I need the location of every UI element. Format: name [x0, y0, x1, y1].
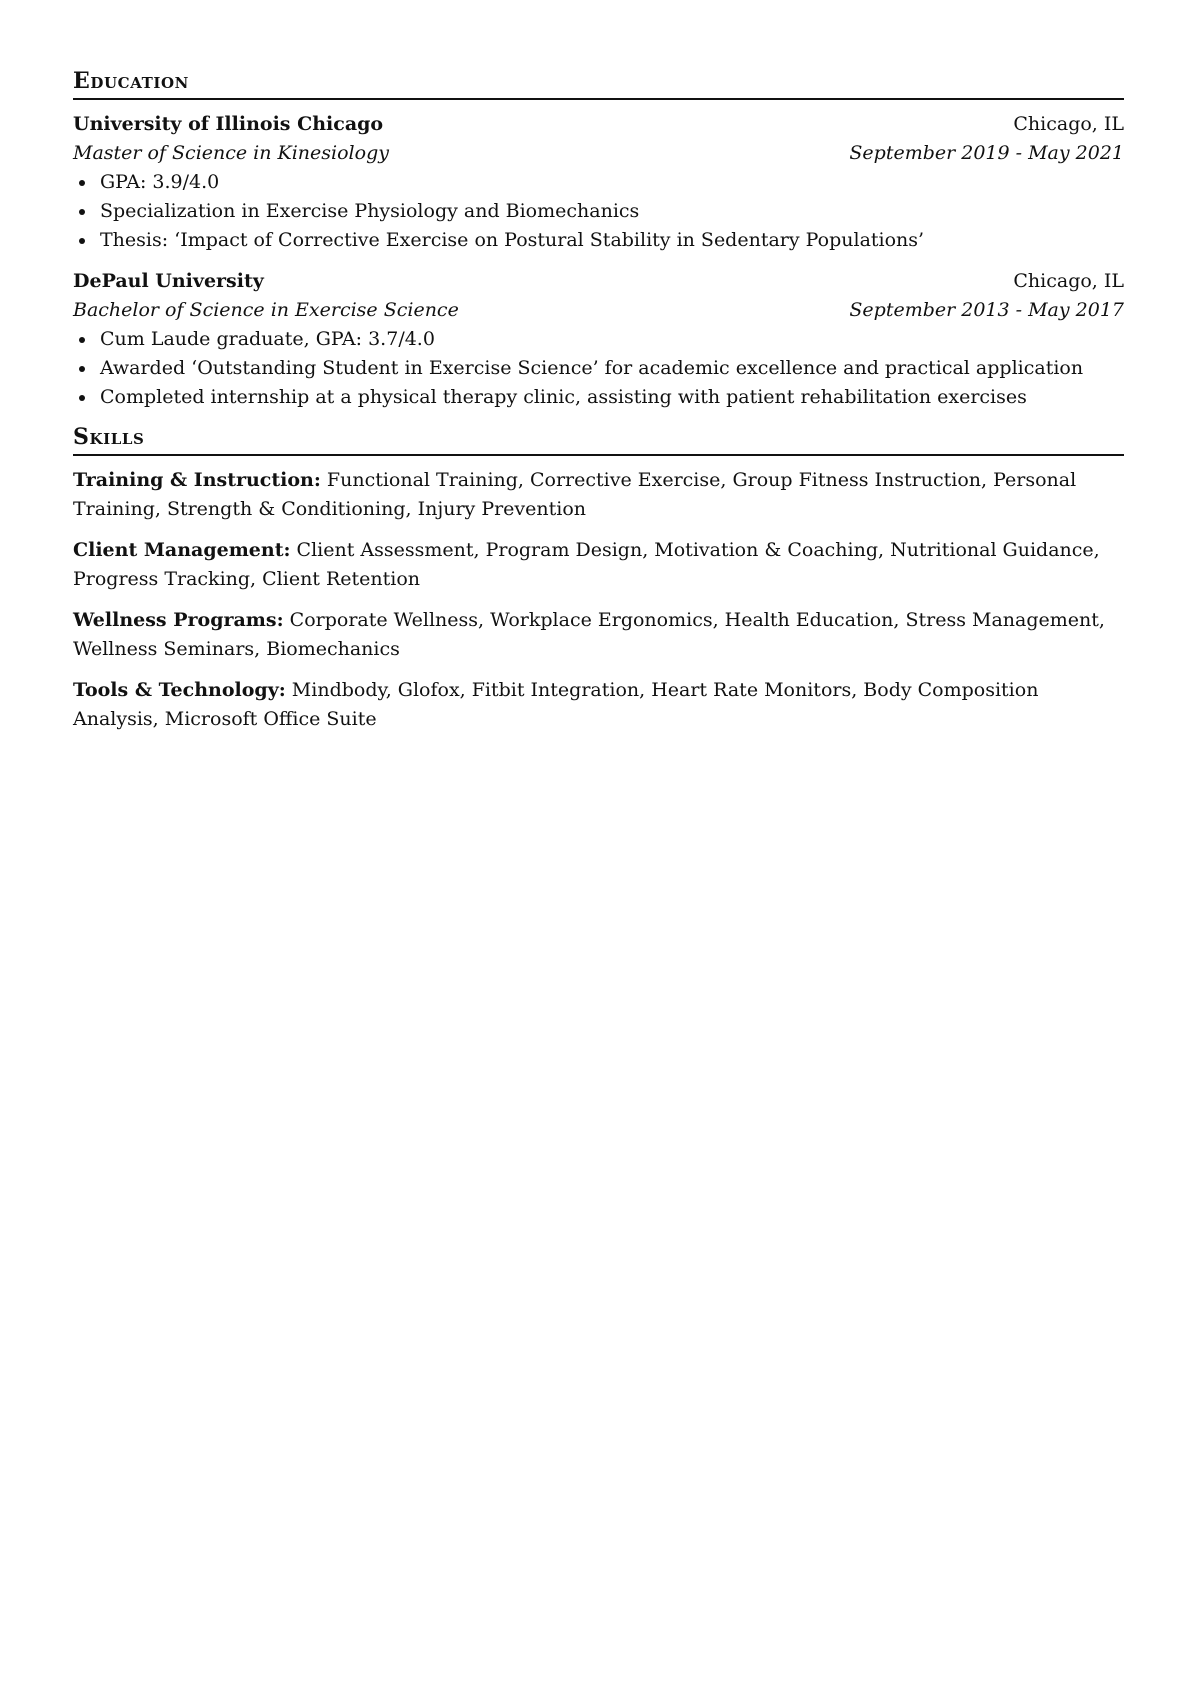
- education-entry-uic: [73, 110, 1124, 255]
- institution-name: DePaul University: [73, 270, 264, 292]
- list-item: [73, 325, 1124, 354]
- skill-items: Client Assessment, Program Design, Motivation & Coaching, Nutritional Guidance, Progress Tracking, Client Retention: [73, 539, 1100, 590]
- degree-dates: September 2013 - May 2017: [849, 299, 1124, 321]
- bullet-text: Specialization in Exercise Physiology and Biomechanics: [100, 200, 640, 222]
- bullet-icon: [79, 366, 85, 372]
- education-entry-depaul: [73, 267, 1124, 412]
- list-item: [73, 354, 1124, 383]
- skill-group-training: [73, 466, 1124, 524]
- bullet-icon: [79, 209, 85, 215]
- skill-items: Mindbody, Glofox, Fitbit Integration, Heart Rate Monitors, Body Composition Analysis, Microsoft Office Suite: [73, 679, 1039, 730]
- degree-title: Master of Science in Kinesiology: [73, 142, 389, 164]
- list-item: [73, 197, 1124, 226]
- bullet-icon: [79, 395, 85, 401]
- skills-heading: Skills: [73, 424, 1124, 456]
- education-bullet-list: [73, 325, 1124, 412]
- list-item: [73, 383, 1124, 412]
- bullet-text: Thesis: ‘Impact of Corrective Exercise on Postural Stability in Sedentary Populations’: [100, 229, 925, 251]
- institution-name: University of Illinois Chicago: [73, 113, 384, 135]
- degree-title: Bachelor of Science in Exercise Science: [73, 299, 459, 321]
- bullet-text: GPA: 3.9/4.0: [100, 171, 220, 193]
- bullet-text: Cum Laude graduate, GPA: 3.7/4.0: [100, 328, 435, 350]
- institution-location: Chicago, IL: [1013, 113, 1124, 135]
- list-item: [73, 168, 1124, 197]
- degree-row: [73, 139, 1124, 168]
- bullet-text: Completed internship at a physical therapy clinic, assisting with patient rehabilitation exercises: [100, 386, 1027, 408]
- skill-label: Tools & Technology:: [73, 679, 286, 701]
- institution-location: Chicago, IL: [1013, 270, 1124, 292]
- skill-label: Training & Instruction:: [73, 469, 321, 491]
- education-bullet-list: [73, 168, 1124, 255]
- bullet-icon: [79, 337, 85, 343]
- institution-row: [73, 267, 1124, 296]
- education-heading: Education: [73, 68, 1124, 100]
- bullet-icon: [79, 238, 85, 244]
- skill-label: Client Management:: [73, 539, 291, 561]
- degree-dates: September 2019 - May 2021: [849, 142, 1124, 164]
- skill-group-wellness: [73, 606, 1124, 664]
- skills-section: [73, 424, 1124, 734]
- skill-items: Functional Training, Corrective Exercise, Group Fitness Instruction, Personal Training, Strength & Conditioning, Injury Prevention: [73, 469, 1077, 520]
- skill-items: Corporate Wellness, Workplace Ergonomics, Health Education, Stress Management, Wellness Seminars, Biomechanics: [73, 609, 1105, 660]
- education-section: [73, 68, 1124, 412]
- skill-label: Wellness Programs:: [73, 609, 284, 631]
- skill-group-client-management: [73, 536, 1124, 594]
- list-item: [73, 226, 1124, 255]
- institution-row: [73, 110, 1124, 139]
- degree-row: [73, 296, 1124, 325]
- bullet-text: Awarded ‘Outstanding Student in Exercise Science’ for academic excellence and practical application: [100, 357, 1084, 379]
- bullet-icon: [79, 180, 85, 186]
- skill-group-tools: [73, 676, 1124, 734]
